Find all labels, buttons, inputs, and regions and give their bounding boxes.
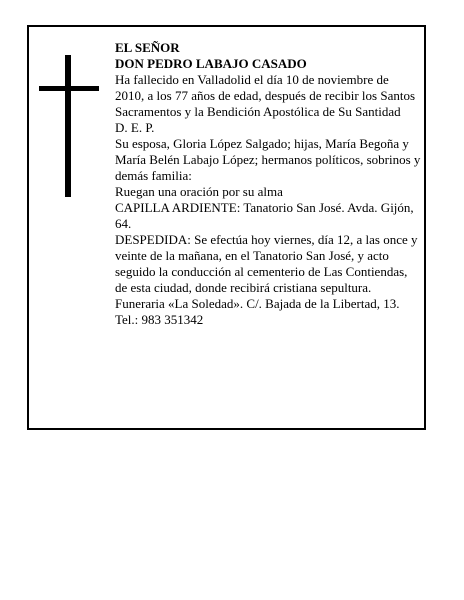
chapel-info: CAPILLA ARDIENTE: Tanatorio San José. Avda. Gijón, 64. — [115, 200, 414, 231]
cross-vertical-bar — [65, 55, 71, 197]
deceased-name: DON PEDRO LABAJO CASADO — [115, 56, 307, 71]
obituary-notice — [27, 25, 426, 430]
cross-icon — [39, 55, 103, 197]
prayer-request: Ruegan una oración por su alma — [115, 184, 283, 199]
family-list: Su esposa, Gloria López Salgado; hijas, María Begoña y María Belén Labajo López; hermanos políticos, sobrinos y demás familia: — [115, 136, 421, 183]
funeral-home-info: Funeraria «La Soledad». C/. Bajada de la Libertad, 13. Tel.: 983 351342 — [115, 296, 400, 327]
dep-line: D. E. P. — [115, 120, 155, 135]
death-notice: Ha fallecido en Valladolid el día 10 de noviembre de 2010, a los 77 años de edad, después de recibir los Santos Sacramentos y la Bendición Apostólica de Su Santidad — [115, 72, 416, 119]
obituary-text — [115, 40, 421, 328]
farewell-info: DESPEDIDA: Se efectúa hoy viernes, día 12, a las once y veinte de la mañana, en el Tanatorio San José, y acto seguido la conducción al cementerio de Las Contiendas, de esta ciudad, donde recibirá cristiana sepultura. — [115, 232, 418, 295]
title-line-1: EL SEÑOR — [115, 40, 180, 55]
cross-horizontal-bar — [39, 86, 99, 91]
